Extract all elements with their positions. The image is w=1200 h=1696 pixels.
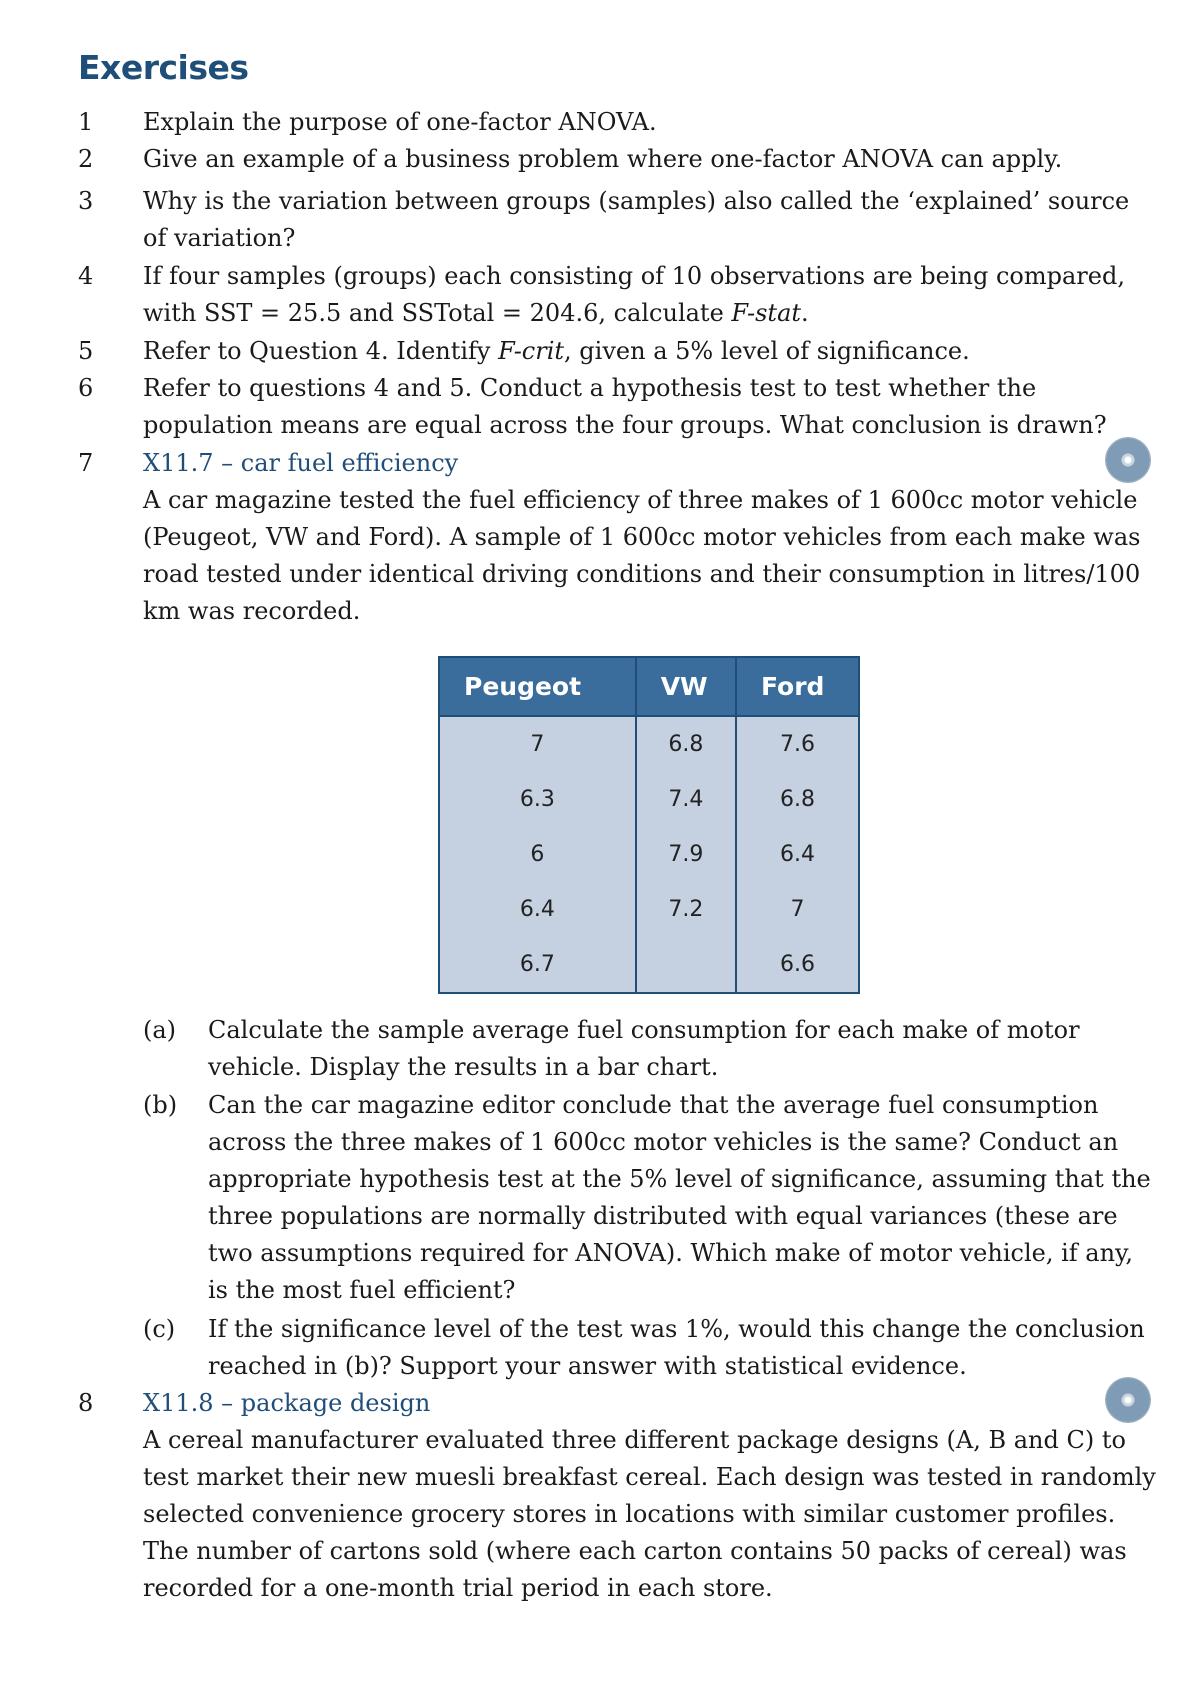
question-text: If four samples (groups) each consisting of 10 observations are being compared, with SST = 25.5 and SSTotal = 204.6, calculate F-stat. [143,262,1125,327]
table-cell: 6.6 [736,937,859,993]
table-cell: 7.2 [636,882,736,937]
table-row [439,772,859,827]
question-number: 1 [78,108,94,136]
table-cell: 6.4 [439,882,636,937]
table-cell: 6.8 [736,772,859,827]
part-text: If the significance level of the test was 1%, would this change the conclusion reached in (b)? Support your answer with statistical evidence. [208,1315,1145,1380]
part-text: Calculate the sample average fuel consumption for each make of motor vehicle. Display the results in a bar chart. [208,1016,1080,1081]
question-number: 5 [78,337,94,365]
question-text: A cereal manufacturer evaluated three different package designs (A, B and C) to test market their new muesli breakfast cereal. Each design was tested in randomly selected convenience grocery stores in locations with similar customer profiles. The number of cartons sold (where each carton contains 50 packs of cereal) was recorded for a one-month trial period in each store. [143,1426,1156,1602]
fuel-data-table [438,656,860,994]
question-text: A car magazine tested the fuel efficiency of three makes of 1 600cc motor vehicle (Peugeot, VW and Ford). A sample of 1 600cc motor vehicles from each make was road tested under identical driving conditions and their consumption in litres/100 km was recorded. [143,486,1141,625]
column-header: Ford [736,657,859,716]
question-number: 6 [78,374,94,402]
table-cell: 7 [736,882,859,937]
exercise-title: X11.7 – car fuel efficiency [143,449,459,477]
question-number: 4 [78,262,94,290]
question-number: 3 [78,187,94,215]
column-header: Peugeot [439,657,636,716]
question-number: 2 [78,145,94,173]
part-label: (c) [143,1315,176,1343]
table-cell: 7.6 [736,716,859,772]
table-row [439,882,859,937]
question-number: 7 [78,449,94,477]
question-text: Refer to Question 4. Identify F-crit, given a 5% level of significance. [143,337,970,365]
table-cell [636,937,736,993]
page-title: Exercises [78,48,249,87]
table-cell: 7.9 [636,827,736,882]
question-text: Give an example of a business problem where one-factor ANOVA can apply. [143,145,1063,173]
cd-icon[interactable] [1106,1378,1150,1422]
exercise-title: X11.8 – package design [143,1389,431,1417]
question-text: Explain the purpose of one-factor ANOVA. [143,108,657,136]
table-cell: 6.7 [439,937,636,993]
part-label: (a) [143,1016,177,1044]
table-cell: 7.4 [636,772,736,827]
question-text: Refer to questions 4 and 5. Conduct a hypothesis test to test whether the population means are equal across the four groups. What conclusion is drawn? [143,374,1107,439]
table-cell: 6.4 [736,827,859,882]
part-label: (b) [143,1091,178,1119]
table-cell: 6 [439,827,636,882]
question-number: 8 [78,1389,94,1417]
table-row [439,937,859,993]
table-row [439,716,859,772]
question-text: Why is the variation between groups (samples) also called the ‘explained’ source of variation? [143,187,1130,252]
table-cell: 6.8 [636,716,736,772]
table-cell: 7 [439,716,636,772]
part-text: Can the car magazine editor conclude that the average fuel consumption across the three makes of 1 600cc motor vehicles is the same? Conduct an appropriate hypothesis test at the 5% level of significance, assuming that the three populations are normally distributed with equal variances (these are two assumptions required for ANOVA). Which make of motor vehicle, if any, is the most fuel efficient? [208,1091,1151,1304]
table-row [439,827,859,882]
table-cell: 6.3 [439,772,636,827]
cd-icon[interactable] [1106,438,1150,482]
column-header: VW [636,657,736,716]
